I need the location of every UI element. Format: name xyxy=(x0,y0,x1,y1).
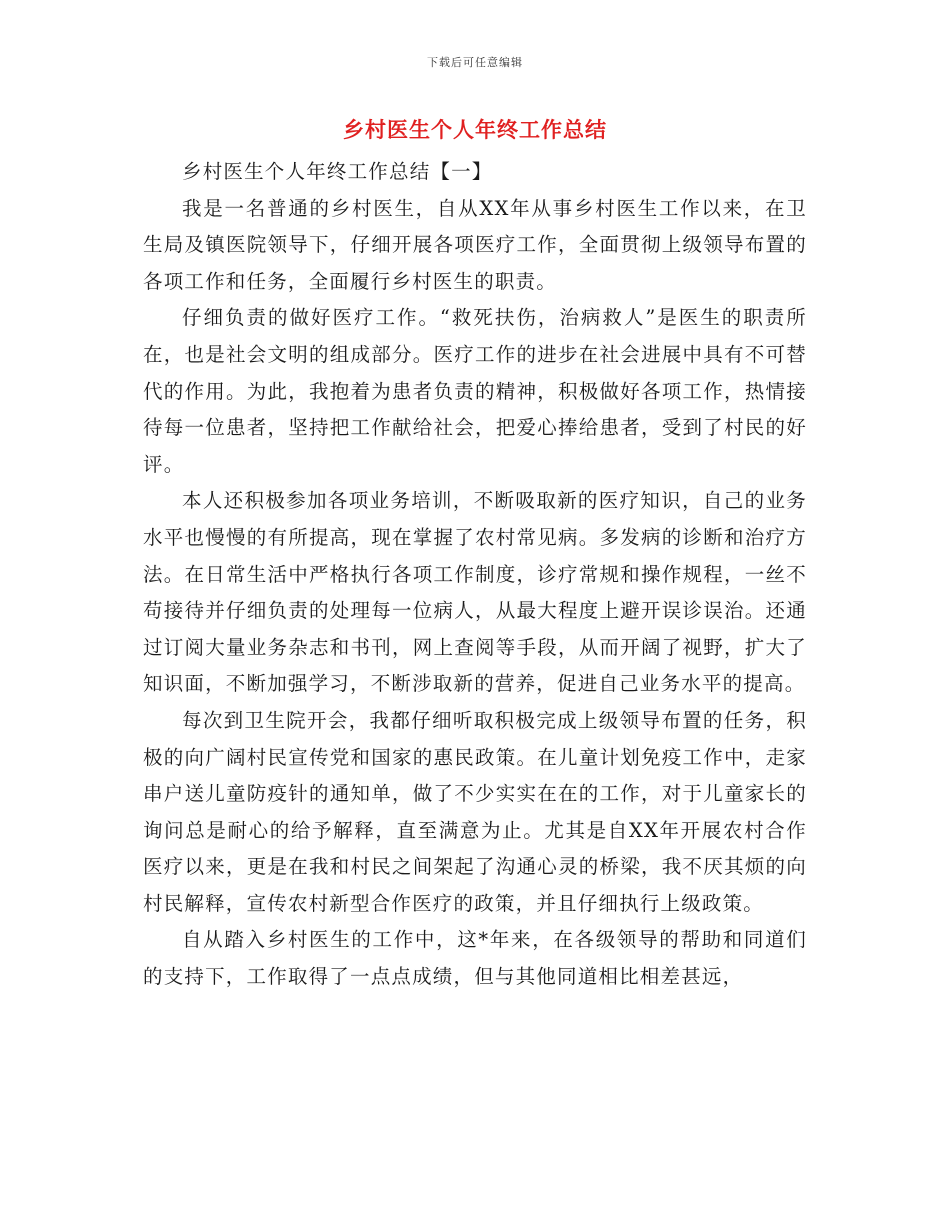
paragraph: 我是一名普通的乡村医生，自从XX年从事乡村医生工作以来，在卫生局及镇医院领导下，仔细开展各项医疗工作，全面贯彻上级领导布置的各项工作和任务，全面履行乡村医生的职责。 xyxy=(143,196,807,293)
paragraph: 自从踏入乡村医生的工作中，这*年来，在各级领导的帮助和同道们的支持下，工作取得了一点点成绩，但与其他同道相比相差甚远， xyxy=(143,928,807,989)
document-title: 乡村医生个人年终工作总结 xyxy=(343,117,607,142)
paragraph: 本人还积极参加各项业务培训，不断吸取新的医疗知识，自己的业务水平也慢慢的有所提高，现在掌握了农村常见病。多发病的诊断和治疗方法。在日常生活中严格执行各项工作制度，诊疗常规和操作规程，一丝不苟接待并仔细负责的处理每一位病人，从最大程度上避开误诊误治。还通过订阅大量业务杂志和书刊，网上查阅等手段，从而开阔了视野，扩大了知识面，不断加强学习，不断涉取新的营养，促进自己业务水平的提高。 xyxy=(143,489,807,696)
section-heading: 乡村医生个人年终工作总结【一】 xyxy=(182,160,493,183)
header-note: 下载后可任意编辑 xyxy=(427,56,523,69)
paragraph: 每次到卫生院开会，我都仔细听取积极完成上级领导布置的任务，积极的向广阔村民宣传党和国家的惠民政策。在儿童计划免疫工作中，走家串户送儿童防疫针的通知单，做了不少实实在在的工作，对于儿童家长的询问总是耐心的给予解释，直至满意为止。尤其是自XX年开展农村合作医疗以来，更是在我和村民之间架起了沟通心灵的桥梁，我不厌其烦的向村民解释，宣传农村新型合作医疗的政策，并且仔细执行上级政策。 xyxy=(143,708,807,915)
document-body xyxy=(143,154,807,996)
paragraph: 仔细负责的做好医疗工作。“救死扶伤，治病救人”是医生的职责所在，也是社会文明的组成部分。医疗工作的进步在社会进展中具有不可替代的作用。为此，我抱着为患者负责的精神，积极做好各项工作，热情接待每一位患者，坚持把工作献给社会，把爱心捧给患者，受到了村民的好评。 xyxy=(143,306,807,476)
